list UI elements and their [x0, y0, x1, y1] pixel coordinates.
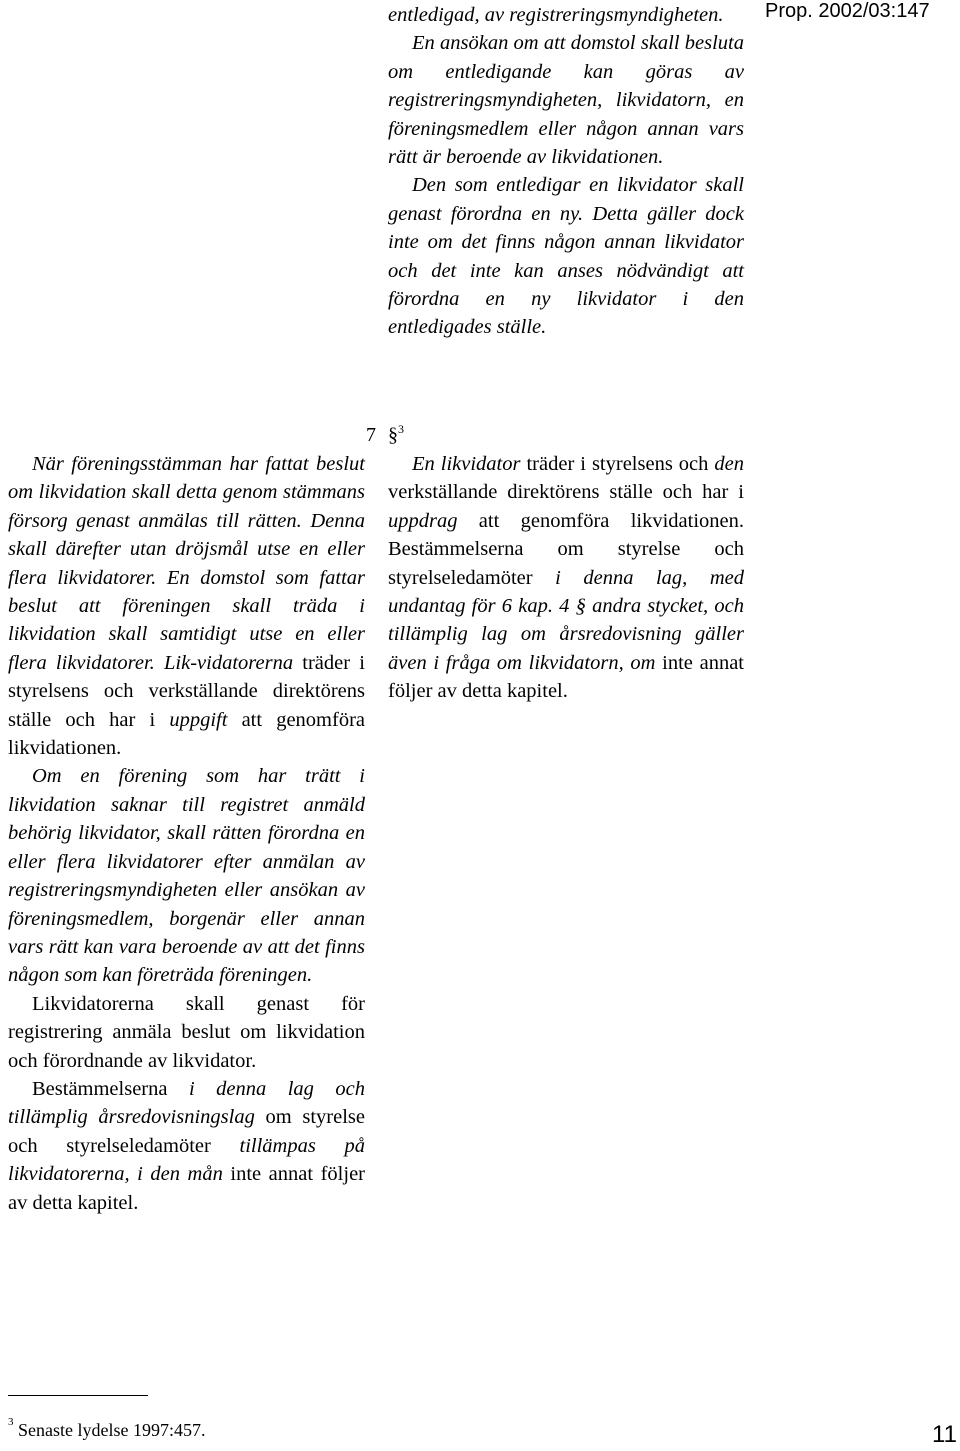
text: att genomföra likvidationen.: [8, 708, 366, 760]
footnote: [8, 1416, 206, 1441]
left-column-proposal: [8, 450, 365, 1217]
text: inte annat följer av detta kapitel.: [8, 1163, 365, 1214]
footnote-reference: 3: [398, 422, 404, 436]
section-number: 7: [366, 424, 376, 446]
text: om styrelse och styrelseledamöter: [8, 1106, 365, 1157]
paragraph: entledigad, av registreringsmyndigheten.: [388, 4, 724, 26]
text-italic: tillämpas på likvidatorerna, i den mån: [8, 1134, 365, 1186]
text: träder i styrelsens och verkställande direktörens ställe och har i: [8, 651, 365, 731]
running-head: Prop. 2002/03:147: [765, 0, 930, 22]
text-italic: uppdrag: [388, 509, 458, 532]
paragraph: [388, 450, 744, 706]
footnote-text: Senaste lydelse 1997:457.: [18, 1420, 206, 1440]
right-column-continuation: [388, 1, 744, 342]
text-italic: den: [714, 453, 744, 475]
paragraph: Likvidatorerna skall genast för registrering anmäla beslut om likvidation och förordnande av likvidator.: [8, 992, 365, 1072]
section-sign: [388, 424, 404, 447]
text-italic: i denna lag och tillämplig årsredovisningslag: [8, 1077, 365, 1129]
paragraph: [8, 450, 365, 762]
paragraph: Den som entledigar en likvidator skall genast förordna en ny. Detta gäller dock inte om det finns någon annan likvidator och det inte kan anses nödvändigt att förordna en ny likvidator i den entledigades ställe.: [388, 174, 744, 339]
paragraph: En ansökan om att domstol skall besluta om entledigande kan göras av registreringsmyndigheten, likvidatorn, en föreningsmedlem eller någon annan vars rätt är beroende av likvidationen.: [388, 32, 744, 169]
text: verkställande direktörens ställe och har i: [388, 481, 744, 504]
text-italic: uppgift: [169, 708, 228, 731]
paragraph: [8, 1075, 365, 1217]
paragraph: Om en förening som har trätt i likvidation saknar till registret anmäld behörig likvidator, skall rätten förordna en eller flera likvidatorer efter anmälan av registreringsmyndigheten eller ansökan av föreningsmedlem, borgenär eller annan vars rätt kan vara beroende av att det finns någon som kan företräda föreningen.: [8, 765, 365, 987]
text-italic: vidatorerna: [197, 651, 294, 674]
text: inte annat följer av detta kapitel.: [388, 651, 744, 703]
page-number: 11: [932, 1421, 957, 1448]
footnote-rule: [8, 1395, 148, 1396]
section-symbol: §: [388, 424, 398, 446]
text-italic: i denna lag, med undantag för 6 kap. 4 § andra stycket, och tillämplig lag om årsredovisning gäller även i fråga om likvidatorn, om: [388, 566, 744, 674]
text-italic: En likvidator: [412, 453, 521, 475]
text: Bestämmelserna: [32, 1077, 189, 1100]
footnote-mark: 3: [8, 1416, 14, 1428]
right-column-current-law: [388, 450, 744, 706]
text: träder i styrelsens och: [520, 453, 715, 475]
text-italic: När föreningsstämman har fattat beslut om likvidation skall detta genom stämmans försorg genast anmälas till rätten. Denna skall därefter utan dröjsmål utse en eller flera likvidatorer. En domstol som fattar beslut att föreningen skall träda i likvidation skall samtidigt utse en eller flera likvidatorer. Lik-: [8, 453, 365, 674]
text: att genomföra likvidationen. Bestämmelserna om styrelse och styrelseledamöter: [388, 509, 744, 589]
